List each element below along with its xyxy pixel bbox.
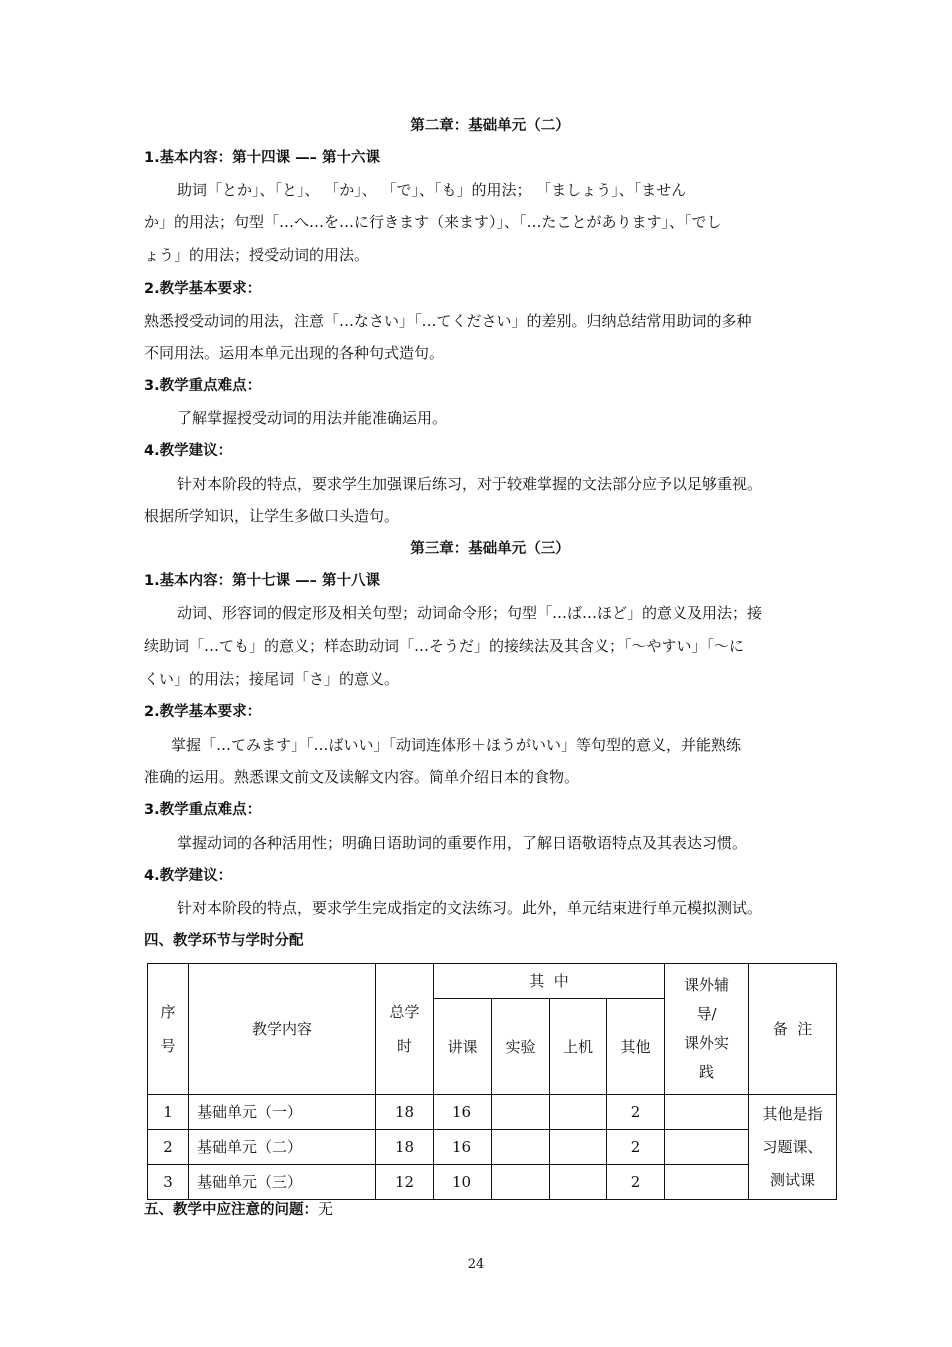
ch3-basic-content-line: 续助词「…ても」的意义；样态助动词「…そうだ」的接续法及其含义；「～やすい」「～に bbox=[144, 637, 745, 655]
ch2-basic-content-line: ょう」的用法；授受动词的用法。 bbox=[144, 246, 370, 264]
section-5-title: 五、教学中应注意的问题： bbox=[144, 1202, 318, 1218]
cell-other: 2 bbox=[607, 1095, 665, 1130]
cell-total: 18 bbox=[376, 1130, 434, 1165]
header-other: 其他 bbox=[607, 999, 665, 1095]
ch3-key-points-heading: 3.教学重点难点： bbox=[144, 802, 262, 818]
cell-extracurricular bbox=[665, 1095, 749, 1130]
section-5-value: 无 bbox=[318, 1200, 334, 1218]
cell-seq: 1 bbox=[148, 1095, 189, 1130]
table-row bbox=[148, 1130, 837, 1165]
ch2-requirements-line: 熟悉授受动词的用法，注意「…なさい」「…てください」的差别。归纳总结常用助词的多种 bbox=[144, 312, 752, 330]
chapter-3-title: 第三章：基础单元（三） bbox=[410, 541, 570, 557]
cell-computer bbox=[550, 1165, 607, 1200]
hours-allocation-table bbox=[147, 963, 837, 1200]
header-lecture: 讲课 bbox=[434, 999, 492, 1095]
ch2-requirements-line: 不同用法。运用本单元出现的各种句式造句。 bbox=[144, 344, 445, 362]
cell-content: 基础单元（二） bbox=[189, 1130, 376, 1165]
ch3-key-points-text: 掌握动词的各种活用性；明确日语助词的重要作用，了解日语敬语特点及其表达习惯。 bbox=[177, 834, 748, 852]
cell-experiment bbox=[492, 1130, 550, 1165]
ch2-basic-content-line: 助词「とか」、「と」、 「か」、 「で」、「も」的用法； 「ましょう」、「ません bbox=[177, 181, 687, 199]
cell-total: 12 bbox=[376, 1165, 434, 1200]
ch3-requirements-line: 掌握「…てみます」「…ばいい」「动词连体形＋ほうがいい」等句型的意义，并能熟练 bbox=[171, 736, 742, 754]
cell-lecture: 10 bbox=[434, 1165, 492, 1200]
cell-total: 18 bbox=[376, 1095, 434, 1130]
cell-extracurricular bbox=[665, 1165, 749, 1200]
cell-content: 基础单元（一） bbox=[189, 1095, 376, 1130]
ch2-key-points-heading: 3.教学重点难点： bbox=[144, 378, 262, 394]
table-row bbox=[148, 1165, 837, 1200]
cell-other: 2 bbox=[607, 1130, 665, 1165]
cell-experiment bbox=[492, 1095, 550, 1130]
cell-extracurricular bbox=[665, 1130, 749, 1165]
cell-computer bbox=[550, 1095, 607, 1130]
ch3-suggestions-heading: 4.教学建议： bbox=[144, 868, 233, 884]
ch3-basic-content-heading: 1.基本内容：第十七课 —– 第十八课 bbox=[144, 573, 380, 589]
ch2-suggestions-line: 根据所学知识，让学生多做口头造句。 bbox=[144, 507, 400, 525]
ch3-requirements-line: 准确的运用。熟悉课文前文及读解文内容。简单介绍日本的食物。 bbox=[144, 768, 580, 786]
ch2-requirements-heading: 2.教学基本要求： bbox=[144, 281, 262, 297]
cell-lecture: 16 bbox=[434, 1130, 492, 1165]
header-total-hours: 总学 时 bbox=[376, 964, 434, 1095]
section-5-line bbox=[144, 1199, 836, 1220]
cell-experiment bbox=[492, 1165, 550, 1200]
cell-lecture: 16 bbox=[434, 1095, 492, 1130]
header-among: 其 中 bbox=[434, 964, 665, 999]
cell-seq: 2 bbox=[148, 1130, 189, 1165]
ch3-basic-content-line: 动词、形容词的假定形及相关句型；动词命令形；句型「…ば…ほど」的意义及用法；接 bbox=[177, 604, 763, 622]
table-header-row bbox=[148, 964, 837, 999]
cell-seq: 3 bbox=[148, 1165, 189, 1200]
ch3-suggestions-text: 针对本阶段的特点，要求学生完成指定的文法练习。此外，单元结束进行单元模拟测试。 bbox=[177, 899, 763, 917]
header-content: 教学内容 bbox=[189, 964, 376, 1095]
ch2-suggestions-line: 针对本阶段的特点，要求学生加强课后练习，对于较难掌握的文法部分应予以足够重视。 bbox=[177, 475, 763, 493]
ch3-basic-content-line: くい」的用法；接尾词「さ」的意义。 bbox=[144, 670, 400, 688]
cell-other: 2 bbox=[607, 1165, 665, 1200]
ch3-requirements-heading: 2.教学基本要求： bbox=[144, 704, 262, 720]
cell-remark: 其他是指 习题课、 测试课 bbox=[749, 1095, 837, 1200]
ch2-suggestions-heading: 4.教学建议： bbox=[144, 443, 233, 459]
ch2-basic-content-heading: 1.基本内容：第十四课 —– 第十六课 bbox=[144, 150, 380, 166]
header-remark: 备 注 bbox=[749, 964, 837, 1095]
table-row bbox=[148, 1095, 837, 1130]
section-4-title: 四、教学环节与学时分配 bbox=[144, 933, 304, 949]
header-seq: 序 号 bbox=[148, 964, 189, 1095]
header-experiment: 实验 bbox=[492, 999, 550, 1095]
page-number: 24 bbox=[467, 1257, 485, 1272]
ch2-basic-content-line: か」的用法；句型「…へ…を…に行きます（来ます）」、「…たことがあります」、「でし bbox=[144, 213, 722, 231]
header-extracurricular: 课外辅 导/ 课外实 践 bbox=[665, 964, 749, 1095]
cell-computer bbox=[550, 1130, 607, 1165]
cell-content: 基础单元（三） bbox=[189, 1165, 376, 1200]
ch2-key-points-text: 了解掌握授受动词的用法并能准确运用。 bbox=[177, 409, 448, 427]
chapter-2-title: 第二章：基础单元（二） bbox=[410, 118, 570, 134]
header-computer: 上机 bbox=[550, 999, 607, 1095]
